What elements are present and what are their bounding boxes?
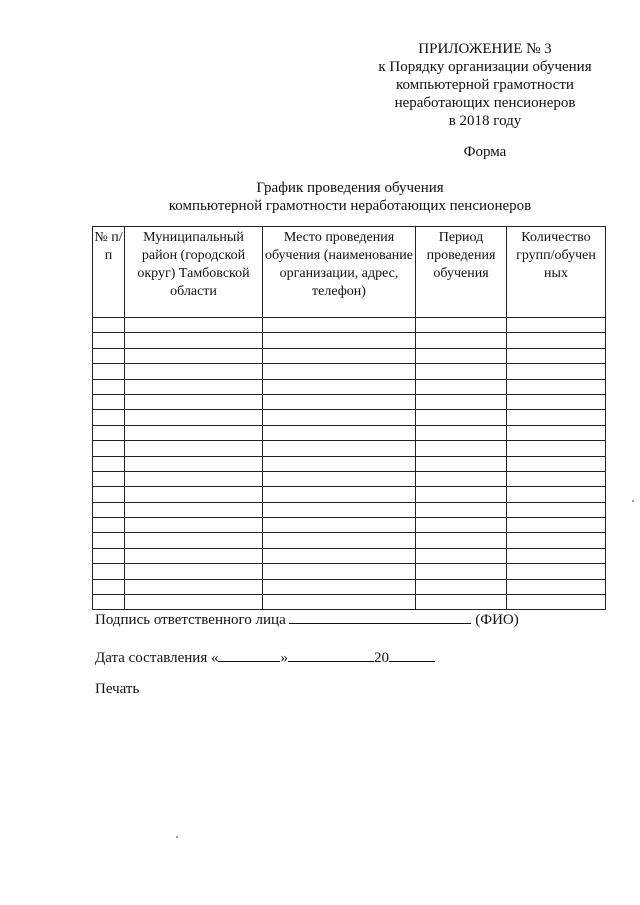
table-cell[interactable] [263, 548, 416, 563]
table-cell[interactable] [416, 410, 507, 425]
table-cell[interactable] [416, 533, 507, 548]
table-cell[interactable] [93, 441, 125, 456]
table-row [93, 579, 606, 594]
table-cell[interactable] [125, 579, 263, 594]
table-row [93, 410, 606, 425]
table-cell[interactable] [263, 518, 416, 533]
table-cell[interactable] [416, 456, 507, 471]
table-cell[interactable] [93, 410, 125, 425]
scan-speck [632, 500, 634, 502]
table-cell[interactable] [125, 456, 263, 471]
table-cell[interactable] [507, 456, 606, 471]
table-cell[interactable] [416, 579, 507, 594]
table-cell[interactable] [507, 441, 606, 456]
table-cell[interactable] [93, 595, 125, 610]
table-cell[interactable] [93, 487, 125, 502]
table-cell[interactable] [263, 502, 416, 517]
table-cell[interactable] [507, 348, 606, 363]
document-title-line-1: График проведения обучения [256, 180, 444, 196]
table-row [93, 595, 606, 610]
table-cell[interactable] [125, 548, 263, 563]
table-row [93, 425, 606, 440]
table-row [93, 456, 606, 471]
table-cell[interactable] [416, 518, 507, 533]
table-cell[interactable] [416, 564, 507, 579]
date-mid: » [280, 650, 288, 666]
table-row [93, 364, 606, 379]
appendix-title: ПРИЛОЖЕНИЕ № 3 [418, 41, 552, 57]
date-label: Дата составления « [95, 650, 219, 666]
table-cell[interactable] [507, 364, 606, 379]
table-cell[interactable] [416, 425, 507, 440]
table-cell[interactable] [263, 333, 416, 348]
date-month-blank[interactable] [288, 647, 374, 662]
table-cell[interactable] [93, 318, 125, 333]
table-cell[interactable] [507, 471, 606, 486]
table-cell[interactable] [507, 410, 606, 425]
signature-blank[interactable] [289, 609, 471, 624]
table-cell[interactable] [263, 579, 416, 594]
table-header-row [93, 227, 606, 318]
table-cell[interactable] [263, 364, 416, 379]
table-row [93, 348, 606, 363]
table-cell[interactable] [263, 533, 416, 548]
date-year-prefix: 20 [373, 650, 389, 666]
table-cell[interactable] [93, 471, 125, 486]
table-cell[interactable] [125, 318, 263, 333]
table-row [93, 502, 606, 517]
table-cell[interactable] [416, 333, 507, 348]
table-cell[interactable] [263, 487, 416, 502]
table-cell[interactable] [416, 394, 507, 409]
table-cell[interactable] [507, 379, 606, 394]
form-label: Форма [463, 144, 507, 160]
table-cell[interactable] [507, 425, 606, 440]
table-cell[interactable] [263, 379, 416, 394]
table-row [93, 333, 606, 348]
table-cell[interactable] [263, 410, 416, 425]
table-cell[interactable] [507, 548, 606, 563]
table-cell[interactable] [125, 533, 263, 548]
table-cell[interactable] [263, 471, 416, 486]
header-group-count: Количество групп/обучен ных [507, 227, 606, 318]
table-cell[interactable] [125, 502, 263, 517]
table-cell[interactable] [93, 502, 125, 517]
table-row [93, 318, 606, 333]
table-cell[interactable] [93, 533, 125, 548]
appendix-line-5: в 2018 году [448, 113, 522, 129]
table-cell[interactable] [507, 318, 606, 333]
table-cell[interactable] [93, 548, 125, 563]
appendix-header [340, 40, 630, 130]
table-cell[interactable] [507, 502, 606, 517]
date-line [95, 647, 435, 667]
table-cell[interactable] [263, 456, 416, 471]
signature-label: Подпись ответственного лица [95, 612, 286, 628]
table-row [93, 487, 606, 502]
table-cell[interactable] [416, 379, 507, 394]
document-title-line-2: компьютерной грамотности неработающих пенсионеров [168, 198, 532, 214]
table-cell[interactable] [125, 348, 263, 363]
table-cell[interactable] [263, 318, 416, 333]
table-cell[interactable] [416, 548, 507, 563]
header-municipal-district: Муниципальный район (городской округ) Тамбовской области [125, 227, 263, 318]
table-cell[interactable] [93, 425, 125, 440]
table-cell[interactable] [93, 579, 125, 594]
table-cell[interactable] [263, 348, 416, 363]
table-cell[interactable] [263, 425, 416, 440]
header-training-period: Период проведения обучения [416, 227, 507, 318]
table-cell[interactable] [263, 564, 416, 579]
table-cell[interactable] [93, 518, 125, 533]
table-cell[interactable] [416, 471, 507, 486]
table-cell[interactable] [416, 502, 507, 517]
table-cell[interactable] [125, 441, 263, 456]
table-cell[interactable] [416, 441, 507, 456]
table-cell[interactable] [416, 318, 507, 333]
table-cell[interactable] [507, 333, 606, 348]
table-cell[interactable] [125, 394, 263, 409]
table-cell[interactable] [93, 364, 125, 379]
table-cell[interactable] [507, 394, 606, 409]
table-cell[interactable] [416, 348, 507, 363]
appendix-line-4: неработающих пенсионеров [394, 95, 576, 111]
table-cell[interactable] [93, 348, 125, 363]
table-cell[interactable] [93, 564, 125, 579]
table-row [93, 533, 606, 548]
table-cell[interactable] [507, 564, 606, 579]
table-cell[interactable] [507, 595, 606, 610]
table-cell[interactable] [125, 471, 263, 486]
table-cell[interactable] [507, 533, 606, 548]
table-row [93, 548, 606, 563]
table-row [93, 441, 606, 456]
table-cell[interactable] [416, 595, 507, 610]
header-training-location: Место проведения обучения (наименование организации, адрес, телефон) [263, 227, 416, 318]
appendix-line-2: к Порядку организации обучения [378, 59, 592, 75]
table-cell[interactable] [125, 425, 263, 440]
header-number: № п/п [93, 227, 125, 318]
table-cell[interactable] [125, 487, 263, 502]
document-title [92, 179, 608, 215]
table-cell[interactable] [93, 394, 125, 409]
table-row [93, 379, 606, 394]
date-year-blank[interactable] [389, 647, 435, 662]
table-cell[interactable] [93, 333, 125, 348]
table-row [93, 564, 606, 579]
date-day-blank[interactable] [218, 647, 280, 662]
table-cell[interactable] [125, 333, 263, 348]
table-cell[interactable] [263, 441, 416, 456]
table-cell[interactable] [125, 564, 263, 579]
signature-line [95, 609, 519, 629]
table-cell[interactable] [125, 595, 263, 610]
table-cell[interactable] [416, 364, 507, 379]
table-cell[interactable] [507, 579, 606, 594]
table-cell[interactable] [93, 456, 125, 471]
stamp-label: Печать [95, 681, 140, 697]
signature-suffix: (ФИО) [475, 612, 519, 628]
table-cell[interactable] [416, 487, 507, 502]
table-cell[interactable] [263, 595, 416, 610]
table-cell[interactable] [125, 410, 263, 425]
table-cell[interactable] [263, 394, 416, 409]
table-cell[interactable] [125, 379, 263, 394]
table-cell[interactable] [93, 379, 125, 394]
table-cell[interactable] [507, 487, 606, 502]
appendix-line-3: компьютерной грамотности [396, 77, 574, 93]
table-body [93, 318, 606, 610]
schedule-table [92, 226, 606, 610]
table-cell[interactable] [507, 518, 606, 533]
table-cell[interactable] [125, 518, 263, 533]
table-row [93, 471, 606, 486]
table-cell[interactable] [125, 364, 263, 379]
table-row [93, 394, 606, 409]
table-row [93, 518, 606, 533]
scan-speck [176, 836, 178, 838]
